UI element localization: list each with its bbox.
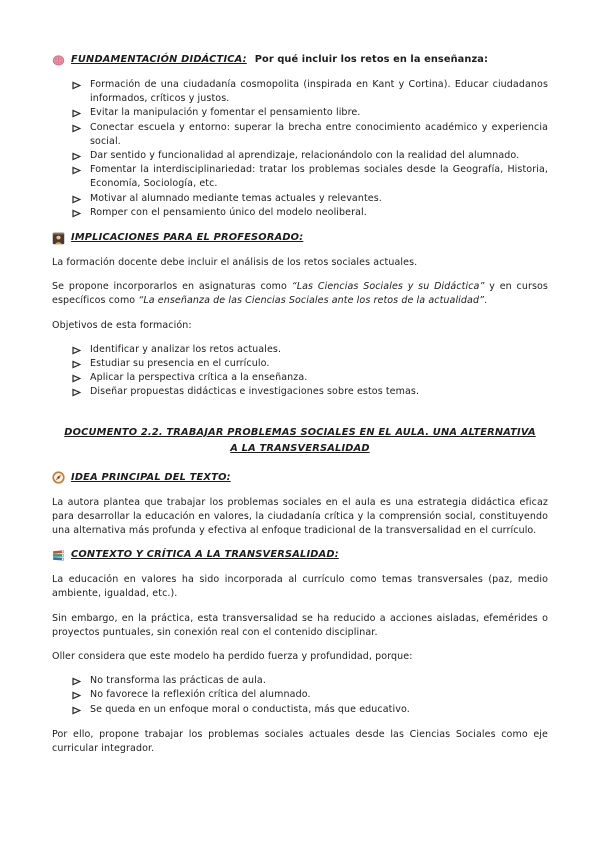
section-title: FUNDAMENTACIÓN DIDÁCTICA: (71, 54, 247, 65)
teacher-icon (52, 232, 65, 245)
arrow-bullet-icon (72, 703, 82, 715)
section-title: CONTEXTO Y CRÍTICA A LA TRANSVERSALIDAD: (71, 549, 339, 561)
paragraph-objetivos: Objetivos de esta formación: (52, 319, 192, 331)
arrow-bullet-icon (72, 385, 82, 397)
list-item: Formación de una ciudadanía cosmopolita (inspirada en Kant y Cortina). Educar ciudadanos informados, críticos y justos. (72, 78, 548, 106)
arrow-bullet-icon (72, 688, 82, 700)
list-item: Conectar escuela y entorno: superar la brecha entre conocimiento académico y experiencia social. (72, 121, 548, 149)
objetivos-bullet-list (52, 343, 548, 400)
list-item: Motivar al alumnado mediante temas actuales y relevantes. (72, 192, 548, 206)
arrow-bullet-icon (72, 149, 82, 161)
books-icon (52, 549, 65, 562)
arrow-bullet-icon (72, 121, 82, 133)
arrow-bullet-icon (72, 357, 82, 369)
arrow-bullet-icon (72, 343, 82, 355)
compass-icon (52, 471, 65, 484)
fundamentacion-bullet-list (52, 78, 548, 220)
list-item: Identificar y analizar los retos actuales. (72, 343, 548, 357)
paragraph-educacion-valores: La educación en valores ha sido incorporada al currículo como temas transversales (paz, medio ambiente, igualdad, etc.). (52, 574, 548, 600)
heading-contexto-critica (52, 548, 548, 562)
heading-implicaciones-profesorado (52, 231, 548, 245)
list-item: Romper con el pensamiento único del modelo neoliberal. (72, 206, 548, 220)
heading-fundamentacion-didactica (52, 53, 548, 67)
list-item: Estudiar su presencia en el currículo. (72, 357, 548, 371)
paragraph-idea-principal: La autora plantea que trabajar los problemas sociales en el aula es una estrategia didáctica eficaz para desarrollar la educación en valores, la ciudadanía crítica y la comprensión social, constituyendo una alternativa más profunda y efectiva al enfoque tradicional de la transversalidad en el currículo. (52, 496, 548, 537)
arrow-bullet-icon (72, 106, 82, 118)
brain-icon (52, 54, 65, 67)
list-item: Evitar la manipulación y fomentar el pensamiento libre. (72, 106, 548, 120)
arrow-bullet-icon (72, 78, 82, 90)
arrow-bullet-icon (72, 163, 82, 175)
arrow-bullet-icon (72, 192, 82, 204)
section-title: IMPLICACIONES PARA EL PROFESORADO: (71, 232, 304, 244)
document-2-2-title: DOCUMENTO 2.2. TRABAJAR PROBLEMAS SOCIALES EN EL AULA. UNA ALTERNATIVA A LA TRANSVERSALIDAD (64, 426, 536, 454)
list-item: Aplicar la perspectiva crítica a la enseñanza. (72, 371, 548, 385)
arrow-bullet-icon (72, 206, 82, 218)
arrow-bullet-icon (72, 371, 82, 383)
list-item: Diseñar propuestas didácticas e investigaciones sobre estos temas. (72, 385, 548, 399)
list-item: Se queda en un enfoque moral o conductista, más que educativo. (72, 703, 548, 717)
paragraph-por-ello: Por ello, propone trabajar los problemas sociales actuales desde las Ciencias Sociales como eje curricular integrador. (52, 728, 548, 755)
critica-bullet-list (52, 674, 548, 717)
arrow-bullet-icon (72, 674, 82, 686)
list-item: Fomentar la interdisciplinariedad: tratar los problemas sociales desde la Geografía, Historia, Economía, Sociología, etc. (72, 163, 548, 191)
section-title: IDEA PRINCIPAL DEL TEXTO: (71, 471, 231, 483)
quoted-course-title: “La enseñanza de las Ciencias Sociales ante los retos de la actualidad” (138, 295, 485, 307)
list-item: No transforma las prácticas de aula. (72, 674, 548, 688)
heading-idea-principal (52, 471, 548, 485)
paragraph-sin-embargo: Sin embargo, en la práctica, esta transversalidad se ha reducido a acciones aisladas, efemérides o proyectos puntuales, sin conexión real con el contenido disciplinar. (52, 612, 548, 638)
list-item: No favorece la reflexión crítica del alumnado. (72, 688, 548, 702)
paragraph-oller-considera: Oller considera que este modelo ha perdido fuerza y profundidad, porque: (52, 651, 413, 663)
paragraph-formacion-docente: La formación docente debe incluir el análisis de los retos sociales actuales. (52, 257, 418, 269)
quoted-course-title: “Las Ciencias Sociales y su Didáctica” (291, 281, 485, 293)
paragraph-se-propone: Se propone incorporarlos en asignaturas como “Las Ciencias Sociales y su Didáctica” y en cursos específicos como “La enseñanza de las Ciencias Sociales ante los retos de la actualidad”. (52, 281, 548, 307)
list-item: Dar sentido y funcionalidad al aprendizaje, relacionándolo con la realidad del alumnado. (72, 149, 548, 163)
section-subtitle: Por qué incluir los retos en la enseñanza: (254, 54, 488, 65)
